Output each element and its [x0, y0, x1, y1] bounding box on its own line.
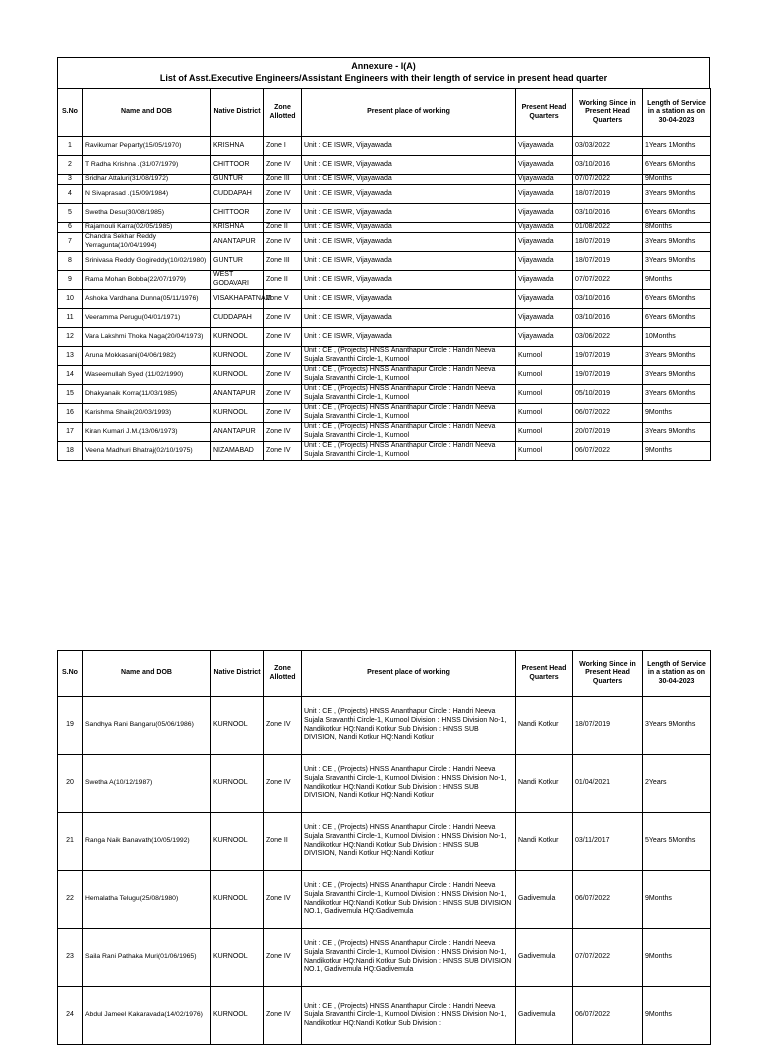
cell-zone: Zone IV	[264, 755, 302, 813]
annexure-subtitle: List of Asst.Executive Engineers/Assistant Engineers with their length of service in present head quarter	[159, 73, 608, 83]
cell-district: ANANTAPUR	[211, 385, 264, 404]
cell-since: 18/07/2019	[573, 185, 643, 204]
header-since: Working Since in Present Head Quarters	[573, 651, 643, 697]
cell-zone: Zone IV	[264, 929, 302, 987]
cell-length: 2Years	[643, 755, 711, 813]
cell-name: Aruna Mokkasani(04/06/1982)	[83, 347, 211, 366]
cell-place: Unit : CE , (Projects) HNSS Ananthapur Circle : Handri Neeva Sujala Sravanthi Circle-1, Kurnool	[302, 442, 516, 461]
cell-since: 03/10/2016	[573, 290, 643, 309]
cell-name: Rama Mohan Bobba(22/07/1979)	[83, 271, 211, 290]
cell-place: Unit : CE ISWR, Vijayawada	[302, 252, 516, 271]
cell-length: 3Years 9Months	[643, 347, 711, 366]
cell-since: 07/07/2022	[573, 929, 643, 987]
cell-zone: Zone IV	[264, 233, 302, 252]
cell-sno: 7	[58, 233, 83, 252]
header-name: Name and DOB	[83, 651, 211, 697]
table-row	[58, 233, 711, 252]
cell-since: 18/07/2019	[573, 697, 643, 755]
cell-name: Saila Rani Pathaka Muri(01/06/1965)	[83, 929, 211, 987]
header-zone: Zone Allotted	[264, 651, 302, 697]
cell-length: 6Years 6Months	[643, 290, 711, 309]
cell-sno: 22	[58, 871, 83, 929]
cell-district: KRISHNA	[211, 137, 264, 156]
cell-sno: 11	[58, 309, 83, 328]
cell-since: 01/04/2021	[573, 755, 643, 813]
cell-hq: Gadivemula	[516, 929, 573, 987]
cell-sno: 17	[58, 423, 83, 442]
cell-hq: Vijayawada	[516, 309, 573, 328]
cell-district: KURNOOL	[211, 347, 264, 366]
cell-since: 05/10/2019	[573, 385, 643, 404]
cell-district: KURNOOL	[211, 987, 264, 1045]
cell-since: 03/11/2017	[573, 813, 643, 871]
cell-since: 06/07/2022	[573, 404, 643, 423]
cell-zone: Zone IV	[264, 404, 302, 423]
cell-sno: 5	[58, 204, 83, 223]
cell-name: Swetha A(10/12/1987)	[83, 755, 211, 813]
table-row	[58, 347, 711, 366]
cell-sno: 14	[58, 366, 83, 385]
cell-sno: 15	[58, 385, 83, 404]
cell-since: 03/03/2022	[573, 137, 643, 156]
cell-zone: Zone IV	[264, 366, 302, 385]
cell-length: 9Months	[643, 871, 711, 929]
cell-sno: 3	[58, 175, 83, 185]
cell-hq: Vijayawada	[516, 204, 573, 223]
cell-zone: Zone IV	[264, 185, 302, 204]
cell-place: Unit : CE , (Projects) HNSS Ananthapur Circle : Handri Neeva Sujala Sravanthi Circle-1, Kurnool	[302, 385, 516, 404]
header-place: Present place of working	[302, 89, 516, 137]
cell-length: 9Months	[643, 442, 711, 461]
cell-place: Unit : CE ISWR, Vijayawada	[302, 185, 516, 204]
cell-place: Unit : CE ISWR, Vijayawada	[302, 223, 516, 233]
cell-hq: Kurnool	[516, 442, 573, 461]
table-row	[58, 423, 711, 442]
cell-place: Unit : CE , (Projects) HNSS Ananthapur Circle : Handri Neeva Sujala Sravanthi Circle-1, Kurnool	[302, 347, 516, 366]
cell-length: 9Months	[643, 271, 711, 290]
cell-place: Unit : CE ISWR, Vijayawada	[302, 309, 516, 328]
cell-since: 07/07/2022	[573, 175, 643, 185]
cell-name: Veeramma Perugu(04/01/1971)	[83, 309, 211, 328]
cell-hq: Vijayawada	[516, 252, 573, 271]
cell-since: 03/10/2016	[573, 204, 643, 223]
cell-sno: 9	[58, 271, 83, 290]
cell-place: Unit : CE ISWR, Vijayawada	[302, 156, 516, 175]
cell-sno: 18	[58, 442, 83, 461]
cell-length: 3Years 9Months	[643, 423, 711, 442]
cell-since: 18/07/2019	[573, 233, 643, 252]
cell-district: WEST GODAVARI	[211, 271, 264, 290]
cell-name: Karishma Shaik(20/03/1993)	[83, 404, 211, 423]
header-sno: S.No	[58, 89, 83, 137]
cell-district: KURNOOL	[211, 404, 264, 423]
cell-hq: Kurnool	[516, 366, 573, 385]
table-header-row	[58, 89, 711, 137]
engineers-table-1	[57, 88, 711, 461]
cell-hq: Vijayawada	[516, 271, 573, 290]
cell-place: Unit : CE ISWR, Vijayawada	[302, 233, 516, 252]
cell-since: 03/10/2016	[573, 156, 643, 175]
cell-name: Srinivasa Reddy Gogireddy(10/02/1980)	[83, 252, 211, 271]
cell-hq: Vijayawada	[516, 175, 573, 185]
cell-district: GUNTUR	[211, 252, 264, 271]
table-row	[58, 697, 711, 755]
table-row	[58, 137, 711, 156]
table-row	[58, 309, 711, 328]
annexure-table-section-1	[57, 57, 710, 461]
cell-sno: 13	[58, 347, 83, 366]
cell-zone: Zone IV	[264, 204, 302, 223]
cell-sno: 6	[58, 223, 83, 233]
cell-length: 3Years 9Months	[643, 697, 711, 755]
header-zone: Zone Allotted	[264, 89, 302, 137]
cell-zone: Zone V	[264, 290, 302, 309]
table-row	[58, 328, 711, 347]
table-row	[58, 987, 711, 1045]
table-row	[58, 442, 711, 461]
table-row	[58, 175, 711, 185]
cell-since: 06/07/2022	[573, 442, 643, 461]
cell-district: CHITTOOR	[211, 156, 264, 175]
engineers-table-2	[57, 650, 711, 1045]
cell-hq: Vijayawada	[516, 233, 573, 252]
cell-zone: Zone III	[264, 175, 302, 185]
cell-district: KURNOOL	[211, 697, 264, 755]
header-place: Present place of working	[302, 651, 516, 697]
cell-zone: Zone IV	[264, 423, 302, 442]
cell-name: Swetha Desu(30/08/1985)	[83, 204, 211, 223]
cell-length: 9Months	[643, 175, 711, 185]
cell-zone: Zone IV	[264, 987, 302, 1045]
cell-hq: Nandi Kotkur	[516, 697, 573, 755]
cell-sno: 2	[58, 156, 83, 175]
cell-place: Unit : CE ISWR, Vijayawada	[302, 175, 516, 185]
cell-since: 03/06/2022	[573, 328, 643, 347]
table-row	[58, 290, 711, 309]
header-length: Length of Service in a station as on 30-04-2023	[643, 89, 711, 137]
cell-name: Vara Lakshmi Thoka Naga(20/04/1973)	[83, 328, 211, 347]
cell-district: KURNOOL	[211, 929, 264, 987]
header-since: Working Since in Present Head Quarters	[573, 89, 643, 137]
table-row	[58, 929, 711, 987]
cell-since: 06/07/2022	[573, 987, 643, 1045]
cell-hq: Vijayawada	[516, 156, 573, 175]
cell-place: Unit : CE ISWR, Vijayawada	[302, 271, 516, 290]
cell-since: 06/07/2022	[573, 871, 643, 929]
cell-zone: Zone IV	[264, 309, 302, 328]
table-body-1	[58, 137, 711, 461]
table-row	[58, 271, 711, 290]
table-body-2	[58, 697, 711, 1045]
cell-sno: 10	[58, 290, 83, 309]
header-hq: Present Head Quarters	[516, 651, 573, 697]
cell-hq: Vijayawada	[516, 137, 573, 156]
cell-place: Unit : CE , (Projects) HNSS Ananthapur Circle : Handri Neeva Sujala Sravanthi Circle-1, Kurnool	[302, 404, 516, 423]
cell-zone: Zone I	[264, 137, 302, 156]
cell-name: N Sivaprasad .(15/09/1984)	[83, 185, 211, 204]
table-row	[58, 385, 711, 404]
cell-name: Sridhar Attaluri(31/08/1972)	[83, 175, 211, 185]
cell-length: 3Years 9Months	[643, 366, 711, 385]
cell-district: CUDDAPAH	[211, 185, 264, 204]
cell-zone: Zone IV	[264, 385, 302, 404]
cell-name: Ravikumar Peparty(15/05/1970)	[83, 137, 211, 156]
cell-hq: Kurnool	[516, 347, 573, 366]
cell-sno: 24	[58, 987, 83, 1045]
cell-hq: Vijayawada	[516, 290, 573, 309]
cell-place: Unit : CE , (Projects) HNSS Ananthapur Circle : Handri Neeva Sujala Sravanthi Circle-1, Kurnool Division : HNSS Division No-1, Nandikotkur HQ:Nandi Kotkur Sub Division :	[302, 987, 516, 1045]
cell-sno: 1	[58, 137, 83, 156]
cell-district: KURNOOL	[211, 813, 264, 871]
cell-zone: Zone IV	[264, 328, 302, 347]
cell-since: 19/07/2019	[573, 366, 643, 385]
cell-district: GUNTUR	[211, 175, 264, 185]
cell-sno: 12	[58, 328, 83, 347]
table-row	[58, 252, 711, 271]
cell-name: Ashoka Vardhana Dunna(05/11/1976)	[83, 290, 211, 309]
cell-sno: 16	[58, 404, 83, 423]
annexure-table-section-2	[57, 650, 710, 1045]
cell-since: 03/10/2016	[573, 309, 643, 328]
cell-length: 5Years 5Months	[643, 813, 711, 871]
cell-place: Unit : CE , (Projects) HNSS Ananthapur Circle : Handri Neeva Sujala Sravanthi Circle-1, Kurnool Division : HNSS Division No-1, Nandikotkur HQ:Nandi Kotkur Sub Division : HNSS SUB DIVISION NO.1, Gadivemula HQ:Gadivemula	[302, 929, 516, 987]
cell-zone: Zone II	[264, 223, 302, 233]
cell-length: 10Months	[643, 328, 711, 347]
cell-length: 9Months	[643, 404, 711, 423]
cell-name: Sandhya Rani Bangaru(05/06/1986)	[83, 697, 211, 755]
cell-since: 18/07/2019	[573, 252, 643, 271]
cell-name: Ranga Naik Banavath(10/05/1992)	[83, 813, 211, 871]
cell-name: Rajamouli Karra(02/05/1985)	[83, 223, 211, 233]
cell-length: 3Years 9Months	[643, 185, 711, 204]
cell-length: 6Years 6Months	[643, 204, 711, 223]
header-length: Length of Service in a station as on 30-04-2023	[643, 651, 711, 697]
cell-length: 3Years 6Months	[643, 385, 711, 404]
cell-place: Unit : CE ISWR, Vijayawada	[302, 204, 516, 223]
cell-place: Unit : CE ISWR, Vijayawada	[302, 328, 516, 347]
cell-district: CUDDAPAH	[211, 309, 264, 328]
table-header-row	[58, 651, 711, 697]
cell-zone: Zone IV	[264, 442, 302, 461]
cell-length: 6Years 6Months	[643, 156, 711, 175]
table-row	[58, 156, 711, 175]
cell-hq: Kurnool	[516, 404, 573, 423]
cell-zone: Zone IV	[264, 697, 302, 755]
cell-name: Abdul Jameel Kakaravada(14/02/1976)	[83, 987, 211, 1045]
cell-sno: 19	[58, 697, 83, 755]
cell-hq: Nandi Kotkur	[516, 755, 573, 813]
cell-hq: Vijayawada	[516, 185, 573, 204]
cell-zone: Zone III	[264, 252, 302, 271]
cell-place: Unit : CE , (Projects) HNSS Ananthapur Circle : Handri Neeva Sujala Sravanthi Circle-1, Kurnool Division : HNSS Division No-1, Nandikotkur HQ:Nandi Kotkur Sub Division : HNSS SUB DIVISION NO.1, Gadivemula HQ:Gadivemula	[302, 871, 516, 929]
cell-since: 07/07/2022	[573, 271, 643, 290]
cell-since: 20/07/2019	[573, 423, 643, 442]
cell-hq: Kurnool	[516, 423, 573, 442]
cell-name: Dhakyanaik Korra(11/03/1985)	[83, 385, 211, 404]
cell-zone: Zone IV	[264, 347, 302, 366]
cell-length: 9Months	[643, 929, 711, 987]
cell-name: T Radha Krishna .(31/07/1979)	[83, 156, 211, 175]
cell-district: VISAKHAPATNAM	[211, 290, 264, 309]
cell-hq: Gadivemula	[516, 987, 573, 1045]
cell-length: 9Months	[643, 987, 711, 1045]
cell-place: Unit : CE , (Projects) HNSS Ananthapur Circle : Handri Neeva Sujala Sravanthi Circle-1, Kurnool Division : HNSS Division No-1, Nandikotkur HQ:Nandi Kotkur Sub Division : HNSS SUB DIVISION, Nandi Kotkur HQ:Nandi Kotkur	[302, 813, 516, 871]
cell-district: KURNOOL	[211, 328, 264, 347]
header-sno: S.No	[58, 651, 83, 697]
cell-name: Veena Madhuri Bhatraj(02/10/1975)	[83, 442, 211, 461]
table-row	[58, 404, 711, 423]
header-hq: Present Head Quarters	[516, 89, 573, 137]
cell-district: CHITTOOR	[211, 204, 264, 223]
cell-length: 6Years 6Months	[643, 309, 711, 328]
table-row	[58, 871, 711, 929]
cell-sno: 23	[58, 929, 83, 987]
cell-place: Unit : CE ISWR, Vijayawada	[302, 290, 516, 309]
cell-hq: Kurnool	[516, 385, 573, 404]
cell-since: 19/07/2019	[573, 347, 643, 366]
cell-place: Unit : CE , (Projects) HNSS Ananthapur Circle : Handri Neeva Sujala Sravanthi Circle-1, Kurnool	[302, 366, 516, 385]
cell-name: Chandra Sekhar Reddy Yerragunta(10/04/1994)	[83, 233, 211, 252]
cell-district: NIZAMABAD	[211, 442, 264, 461]
cell-sno: 4	[58, 185, 83, 204]
cell-district: KURNOOL	[211, 366, 264, 385]
cell-zone: Zone IV	[264, 156, 302, 175]
cell-name: Waseemullah Syed (11/02/1990)	[83, 366, 211, 385]
cell-hq: Gadivemula	[516, 871, 573, 929]
cell-length: 3Years 9Months	[643, 233, 711, 252]
annexure-header	[57, 57, 710, 88]
cell-hq: Nandi Kotkur	[516, 813, 573, 871]
cell-place: Unit : CE , (Projects) HNSS Ananthapur Circle : Handri Neeva Sujala Sravanthi Circle-1, Kurnool Division : HNSS Division No-1, Nandikotkur HQ:Nandi Kotkur Sub Division : HNSS SUB DIVISION, Nandi Kotkur HQ:Nandi Kotkur	[302, 755, 516, 813]
table-row	[58, 204, 711, 223]
cell-district: KRISHNA	[211, 223, 264, 233]
cell-district: ANANTAPUR	[211, 233, 264, 252]
cell-name: Kiran Kumari J.M.(13/06/1973)	[83, 423, 211, 442]
header-district: Native District	[211, 89, 264, 137]
table-row	[58, 813, 711, 871]
header-district: Native District	[211, 651, 264, 697]
cell-district: KURNOOL	[211, 871, 264, 929]
cell-district: ANANTAPUR	[211, 423, 264, 442]
cell-place: Unit : CE ISWR, Vijayawada	[302, 137, 516, 156]
cell-hq: Vijayawada	[516, 223, 573, 233]
cell-sno: 8	[58, 252, 83, 271]
cell-zone: Zone II	[264, 813, 302, 871]
table-row	[58, 755, 711, 813]
cell-sno: 20	[58, 755, 83, 813]
cell-length: 3Years 9Months	[643, 252, 711, 271]
cell-name: Hemalatha Telugu(25/08/1980)	[83, 871, 211, 929]
cell-place: Unit : CE , (Projects) HNSS Ananthapur Circle : Handri Neeva Sujala Sravanthi Circle-1, Kurnool	[302, 423, 516, 442]
cell-length: 1Years 1Months	[643, 137, 711, 156]
table-row	[58, 185, 711, 204]
cell-zone: Zone II	[264, 271, 302, 290]
table-row	[58, 366, 711, 385]
header-name: Name and DOB	[83, 89, 211, 137]
cell-place: Unit : CE , (Projects) HNSS Ananthapur Circle : Handri Neeva Sujala Sravanthi Circle-1, Kurnool Division : HNSS Division No-1, Nandikotkur HQ:Nandi Kotkur Sub Division : HNSS SUB DIVISION, Nandi Kotkur HQ:Nandi Kotkur	[302, 697, 516, 755]
cell-length: 8Months	[643, 223, 711, 233]
cell-district: KURNOOL	[211, 755, 264, 813]
table-row	[58, 223, 711, 233]
annexure-title: Annexure - I(A)	[351, 61, 416, 71]
cell-sno: 21	[58, 813, 83, 871]
cell-since: 01/08/2022	[573, 223, 643, 233]
cell-hq: Vijayawada	[516, 328, 573, 347]
cell-zone: Zone IV	[264, 871, 302, 929]
